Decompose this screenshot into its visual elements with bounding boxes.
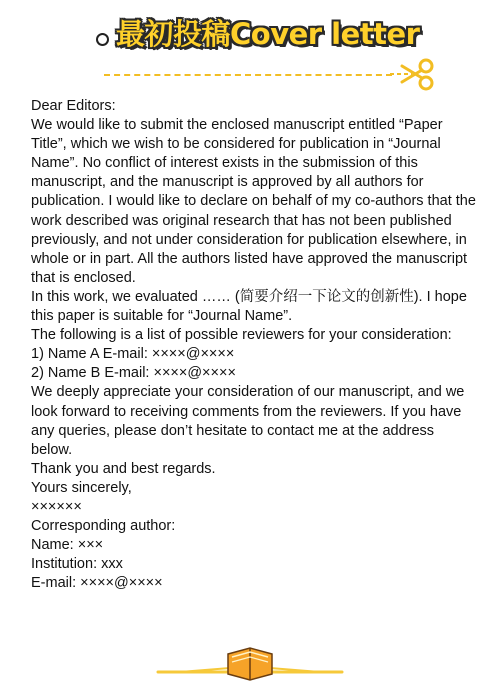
signature: ×××××× bbox=[31, 498, 82, 515]
book-icon bbox=[150, 644, 350, 684]
page-title: 最初投稿Cover letter bbox=[116, 17, 420, 51]
paragraph-intro: We would like to submit the enclosed manuscript entitled “Paper Title”, which we wish to be considered for publication in “Journal Name”. No conflict of interest exists in the submission of this manuscript, and the manuscript is approved by all authors for publication. I would like to declare on behalf of my co-authors that the work described was original research that has not been published previously, and not under consideration for publication elsewhere, in whole or in part. All the authors listed have approved the manuscript that is enclosed. bbox=[31, 117, 476, 286]
corresponding-label: Corresponding author: bbox=[31, 518, 176, 535]
email-line: E-mail: ××××@×××× bbox=[31, 575, 163, 592]
salutation: Dear Editors: bbox=[31, 98, 116, 114]
institution-line: Institution: xxx bbox=[31, 556, 123, 573]
scissors-icon bbox=[388, 58, 436, 92]
reviewer-item: 2) Name B E-mail: ××××@×××× bbox=[31, 365, 236, 382]
closing-line: Yours sincerely, bbox=[31, 479, 132, 496]
thanks-line: Thank you and best regards. bbox=[31, 460, 216, 477]
cover-letter-body bbox=[31, 97, 476, 593]
paragraph-appreciation: We deeply appreciate your consideration of our manuscript, and we look forward to receiving comments from the reviewers. If you have any queries, please don’t hesitate to contact me at the address below. bbox=[31, 384, 465, 458]
reviewers-intro: The following is a list of possible reviewers for your consideration: bbox=[31, 327, 452, 344]
name-line: Name: ××× bbox=[31, 537, 104, 554]
paragraph-innovation: In this work, we evaluated …… (简要介绍一下论文的创新性). I hope this paper is suitable for “Journal Name”. bbox=[31, 288, 467, 325]
header bbox=[0, 8, 500, 92]
circle-bullet-icon bbox=[96, 33, 109, 46]
dashed-divider bbox=[104, 74, 392, 76]
reviewer-item: 1) Name A E-mail: ××××@×××× bbox=[31, 346, 235, 363]
